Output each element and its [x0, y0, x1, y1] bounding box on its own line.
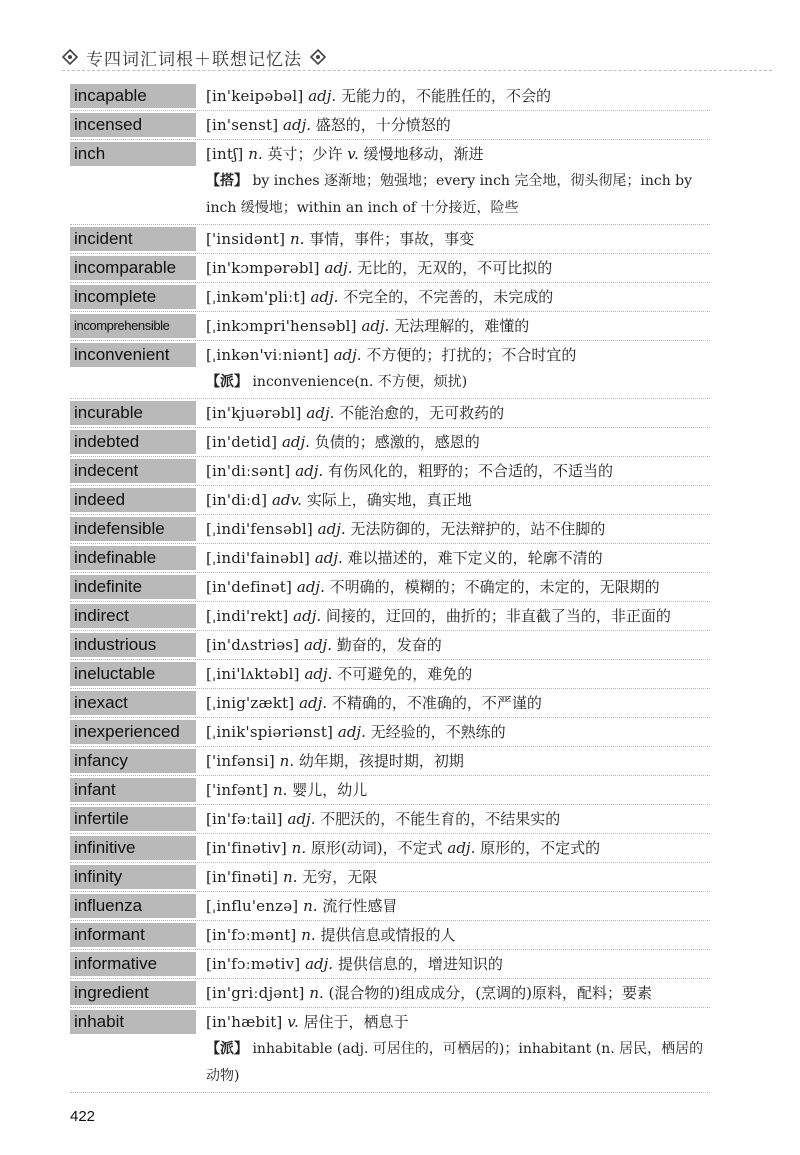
entry-row — [70, 805, 710, 834]
phonetic: [in'definət] — [206, 578, 293, 596]
headword: indeed — [70, 488, 196, 512]
part-of-speech: adj. — [283, 116, 311, 134]
entry-row — [70, 486, 710, 515]
headword: incensed — [70, 113, 196, 137]
phonetic: [in'fɔːmətiv] — [206, 955, 301, 973]
part-of-speech: adv. — [271, 491, 302, 509]
entry-body — [196, 892, 710, 920]
headword: inexperienced — [70, 720, 196, 744]
entry-body — [196, 834, 710, 862]
part-of-speech: n. — [301, 926, 316, 944]
definition-line — [206, 892, 710, 920]
definition-line — [206, 631, 710, 659]
part-of-speech: adj. — [293, 607, 322, 625]
headword: incomparable — [70, 256, 196, 280]
definition-line — [206, 718, 710, 746]
diamond-ornament-icon — [310, 49, 326, 65]
definition-line — [206, 457, 710, 485]
part-of-speech: adj. — [337, 723, 366, 741]
phonetic: [ˌini'lʌktəbl] — [206, 665, 300, 683]
entry-row — [70, 254, 710, 283]
phonetic: [in'diːsənt] — [206, 462, 291, 480]
entry-row — [70, 515, 710, 544]
note-text: inconvenience(n. 不方便，烦扰) — [252, 374, 468, 390]
entry-body — [196, 718, 710, 746]
headword: inexact — [70, 691, 196, 715]
phonetic: [in'fəːtail] — [206, 810, 283, 828]
entry-body — [196, 921, 710, 949]
entry-row — [70, 140, 710, 225]
definition-text: 不精确的，不准确的，不严谨的 — [331, 694, 542, 712]
phonetic: [ˌinkən'viːniənt] — [206, 346, 329, 364]
part-of-speech: n. — [291, 839, 307, 857]
definition-line — [206, 399, 710, 427]
definition-line — [206, 776, 710, 804]
usage-note — [206, 369, 710, 398]
phonetic: [in'fɔːmənt] — [206, 926, 297, 944]
entry-body — [196, 776, 710, 804]
entry-body — [196, 312, 710, 340]
note-text: by inches 逐渐地；勉强地；every inch 完全地，彻头彻尾；inch by inch 缓慢地；within an inch of 十分接近，险些 — [206, 173, 693, 216]
entry-row — [70, 1008, 710, 1093]
definition-text: 原形(动词)，不定式 — [310, 839, 443, 857]
diamond-ornament-icon — [62, 49, 78, 65]
definition-text: 有伤风化的，粗野的；不合适的，不适当的 — [327, 462, 613, 480]
part-of-speech: adj. — [299, 694, 328, 712]
entry-body — [196, 631, 710, 659]
phonetic: [intʃ] — [206, 145, 244, 163]
part-of-speech: adj. — [304, 636, 332, 654]
definition-text: 事情，事件；事故，事变 — [309, 230, 475, 248]
definition-text: 居住于，栖息于 — [303, 1013, 409, 1031]
definition-text: 提供信息或情报的人 — [320, 926, 456, 944]
entry-body — [196, 573, 710, 601]
entry-row — [70, 399, 710, 428]
definition-line — [206, 283, 710, 311]
part-of-speech: adj. — [296, 578, 325, 596]
part-of-speech: adj. — [295, 462, 324, 480]
phonetic: [in'senst] — [206, 116, 279, 134]
entry-row — [70, 312, 710, 341]
definition-text: 间接的，迂回的，曲折的；非直截了当的，非正面的 — [325, 607, 671, 625]
entry-body — [196, 111, 710, 139]
headword: incomprehensible — [70, 314, 196, 338]
definition-line — [206, 950, 710, 978]
definition-line — [206, 689, 710, 717]
part-of-speech: n. — [289, 230, 305, 248]
phonetic: [ˌinkɔmpri'hensəbl] — [206, 317, 357, 335]
definition-text: 不明确的，模糊的；不确定的，未定的，无限期的 — [329, 578, 660, 596]
definition-line — [206, 573, 710, 601]
headword: indefinite — [70, 575, 196, 599]
phonetic: ['infənt] — [206, 781, 269, 799]
entry-body — [196, 486, 710, 514]
header-divider — [62, 70, 772, 71]
definition-text: 幼年期，孩提时期，初期 — [298, 752, 464, 770]
definition-line — [206, 979, 710, 1007]
page-number: 422 — [70, 1108, 96, 1125]
entry-row — [70, 283, 710, 312]
note-tag: 【 派 】 — [206, 1041, 248, 1057]
note-tag: 【 派 】 — [206, 374, 248, 390]
entry-row — [70, 979, 710, 1008]
part-of-speech: adj. — [305, 955, 334, 973]
part-of-speech: adj. — [361, 317, 390, 335]
phonetic: [in'finətiv] — [206, 839, 287, 857]
entry-row — [70, 225, 710, 254]
phonetic: [ˌinig'zækt] — [206, 694, 295, 712]
entry-body — [196, 950, 710, 978]
definition-text: 不肥沃的，不能生育的，不结果实的 — [320, 810, 561, 828]
part-of-speech: adj. — [281, 433, 310, 451]
part-of-speech: adj. — [287, 810, 316, 828]
phonetic: [ˌindi'fainəbl] — [206, 549, 311, 567]
phonetic: [in'kjuərəbl] — [206, 404, 302, 422]
definition-text: 勤奋的，发奋的 — [336, 636, 442, 654]
definition-text: 不能治愈的，无可救药的 — [339, 404, 505, 422]
definition-text: 无比的，无双的，不可比拟的 — [357, 259, 553, 277]
headword: infant — [70, 778, 196, 802]
definition-text: 流行性感冒 — [322, 897, 398, 915]
entry-body — [196, 979, 710, 1007]
entry-row — [70, 660, 710, 689]
headword: infinitive — [70, 836, 196, 860]
headword: industrious — [70, 633, 196, 657]
entry-body — [196, 225, 710, 253]
phonetic: [ˌinkəm'pliːt] — [206, 288, 306, 306]
entry-row — [70, 921, 710, 950]
entry-body — [196, 399, 710, 427]
part-of-speech: adj. — [317, 520, 346, 538]
definition-text: 无经验的，不熟练的 — [370, 723, 506, 741]
entry-row — [70, 457, 710, 486]
part-of-speech: n. — [309, 984, 324, 1002]
definition-text: (混合物的)组成成分，(烹调的)原料，配料；要素 — [328, 984, 652, 1002]
headword: infancy — [70, 749, 196, 773]
definition-line — [206, 602, 710, 630]
headword: inconvenient — [70, 343, 196, 367]
part-of-speech: n. — [279, 752, 295, 770]
definition-line — [206, 82, 710, 110]
headword: infinity — [70, 865, 196, 889]
definition-line — [206, 225, 710, 253]
definition-text: 无法理解的，难懂的 — [394, 317, 530, 335]
headword: incurable — [70, 401, 196, 425]
headword: inch — [70, 142, 196, 166]
definition-line — [206, 544, 710, 572]
headword: indefensible — [70, 517, 196, 541]
phonetic: [ˌinflu'enzə] — [206, 897, 299, 915]
definition-text: 盛怒的，十分愤怒的 — [315, 116, 451, 134]
headword: incomplete — [70, 285, 196, 309]
headword: ineluctable — [70, 662, 196, 686]
definition-line — [206, 515, 710, 543]
definition-line — [206, 805, 710, 833]
part-of-speech: n. — [303, 897, 318, 915]
headword: incident — [70, 227, 196, 251]
entry-row — [70, 573, 710, 602]
vocabulary-list — [70, 82, 710, 1093]
entry-body — [196, 1008, 710, 1092]
definition-text: 负债的；感激的，感恩的 — [314, 433, 480, 451]
entry-body — [196, 660, 710, 688]
definition-text: 不可避免的，难免的 — [337, 665, 473, 683]
part-of-speech: n. — [282, 868, 298, 886]
entry-body — [196, 544, 710, 572]
headword: indebted — [70, 430, 196, 454]
definition-line — [206, 312, 710, 340]
entry-row — [70, 718, 710, 747]
part-of-speech: adj. — [333, 346, 362, 364]
definition-line — [206, 921, 710, 949]
entry-body — [196, 283, 710, 311]
phonetic: [ˌinik'spiəriənst] — [206, 723, 334, 741]
entry-body — [196, 82, 710, 110]
headword: influenza — [70, 894, 196, 918]
phonetic: [in'griːdjənt] — [206, 984, 305, 1002]
definition-text: 无穷，无限 — [302, 868, 378, 886]
entry-row — [70, 863, 710, 892]
definition-line — [206, 254, 710, 282]
phonetic: [in'finəti] — [206, 868, 279, 886]
definition-text: 无法防御的，无法辩护的，站不住脚的 — [350, 520, 606, 538]
definition-line — [206, 834, 710, 862]
headword: incapable — [70, 84, 196, 108]
entry-row — [70, 82, 710, 111]
entry-body — [196, 515, 710, 543]
definition-text: 英寸；少许 — [267, 145, 343, 163]
phonetic: [in'hæbit] — [206, 1013, 283, 1031]
definition-text: 难以描述的，难下定义的，轮廓不清的 — [347, 549, 603, 567]
phonetic: [in'kɔmpərəbl] — [206, 259, 320, 277]
part-of-speech: adj. — [310, 288, 339, 306]
usage-note — [206, 168, 710, 224]
phonetic: ['infənsi] — [206, 752, 275, 770]
entry-row — [70, 631, 710, 660]
headword: informative — [70, 952, 196, 976]
definition-text: 无能力的，不能胜任的，不会的 — [340, 87, 551, 105]
entry-row — [70, 950, 710, 979]
entry-body — [196, 341, 710, 398]
part-of-speech: n. — [248, 145, 263, 163]
usage-note — [206, 1036, 710, 1092]
definition-text: 实际上，确实地，真正地 — [306, 491, 472, 509]
definition-line — [206, 660, 710, 688]
entry-body — [196, 602, 710, 630]
definition-text: 婴儿，幼儿 — [292, 781, 368, 799]
note-tag: 【 搭 】 — [206, 173, 248, 189]
definition-text: 不完全的，不完善的，未完成的 — [343, 288, 554, 306]
headword: ingredient — [70, 981, 196, 1005]
definition-line — [206, 140, 710, 168]
entry-body — [196, 805, 710, 833]
phonetic: [in'diːd] — [206, 491, 268, 509]
headword: indefinable — [70, 546, 196, 570]
headword: infertile — [70, 807, 196, 831]
entry-row — [70, 689, 710, 718]
part-of-speech: v. — [347, 145, 359, 163]
part-of-speech: adj. — [324, 259, 353, 277]
entry-row — [70, 747, 710, 776]
entry-row — [70, 602, 710, 631]
definition-line — [206, 486, 710, 514]
definition-text: 缓慢地移动，渐进 — [363, 145, 484, 163]
running-header — [62, 42, 326, 72]
entry-body — [196, 747, 710, 775]
entry-row — [70, 428, 710, 457]
entry-body — [196, 140, 710, 224]
part-of-speech: n. — [272, 781, 288, 799]
definition-line — [206, 747, 710, 775]
part-of-speech: adj. — [447, 839, 476, 857]
part-of-speech: adj. — [308, 87, 337, 105]
entry-row — [70, 892, 710, 921]
definition-text: 原形的，不定式的 — [480, 839, 601, 857]
entry-body — [196, 428, 710, 456]
definition-line — [206, 428, 710, 456]
entry-body — [196, 457, 710, 485]
note-text: inhabitable (adj. 可居住的，可栖居的)；inhabitant (n. 居民，栖居的动物) — [206, 1041, 704, 1084]
entry-body — [196, 689, 710, 717]
headword: informant — [70, 923, 196, 947]
definition-line — [206, 1008, 710, 1036]
headword: inhabit — [70, 1010, 196, 1034]
entry-row — [70, 111, 710, 140]
headword: indecent — [70, 459, 196, 483]
headword: indirect — [70, 604, 196, 628]
definition-line — [206, 863, 710, 891]
phonetic: [in'dʌstriəs] — [206, 636, 300, 654]
part-of-speech: adj. — [304, 665, 333, 683]
header-title: 专四词汇词根＋联想记忆法 — [86, 49, 302, 70]
phonetic: [ˌindi'fensəbl] — [206, 520, 313, 538]
entry-body — [196, 863, 710, 891]
entry-row — [70, 544, 710, 573]
part-of-speech: adj. — [314, 549, 343, 567]
phonetic: ['insidənt] — [206, 230, 286, 248]
part-of-speech: adj. — [306, 404, 335, 422]
phonetic: [ˌindi'rekt] — [206, 607, 289, 625]
entry-row — [70, 834, 710, 863]
part-of-speech: v. — [287, 1013, 299, 1031]
definition-line — [206, 341, 710, 369]
phonetic: [in'detid] — [206, 433, 278, 451]
entry-body — [196, 254, 710, 282]
definition-line — [206, 111, 710, 139]
phonetic: [in'keipəbəl] — [206, 87, 304, 105]
definition-text: 不方便的；打扰的；不合时宜的 — [366, 346, 577, 364]
entry-row — [70, 341, 710, 399]
entry-row — [70, 776, 710, 805]
definition-text: 提供信息的，增进知识的 — [337, 955, 503, 973]
